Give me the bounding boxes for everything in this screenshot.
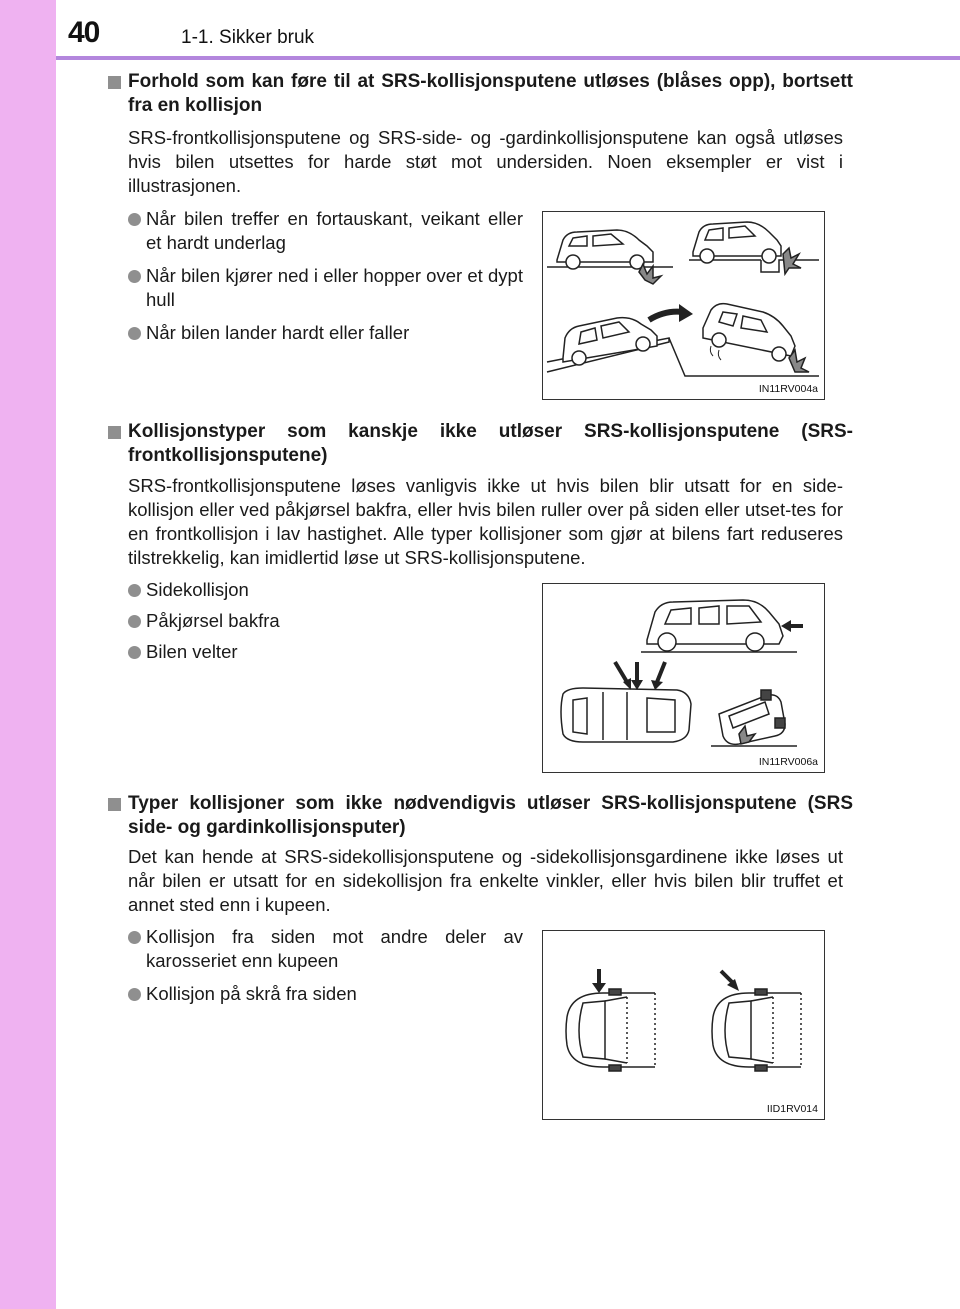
section-3-heading-text: Typer kollisjoner som ikke nødvendigvis utløser SRS-kollisjonsputene (SRS side- og gardinkollisjonsputer) — [128, 793, 853, 838]
round-bullet-icon — [128, 584, 141, 597]
list-item — [128, 578, 523, 602]
section-1-heading — [108, 70, 853, 118]
round-bullet-icon — [128, 327, 141, 340]
bullet-text: Når bilen treffer en fortauskant, veikant eller et hardt underlag — [146, 208, 523, 253]
side-tab-strip — [0, 0, 56, 1309]
round-bullet-icon — [128, 931, 141, 944]
round-bullet-icon — [128, 988, 141, 1001]
illustration-side-rear-rollover — [542, 583, 825, 773]
list-item — [128, 264, 523, 312]
round-bullet-icon — [128, 646, 141, 659]
side-collision-illustration — [543, 931, 824, 1119]
section-1-heading-text: Forhold som kan føre til at SRS-kollisjonsputene utløses (blåses opp), bortsett fra en kollisjon — [128, 71, 853, 116]
illustration-hard-impact-underside — [542, 211, 825, 400]
round-bullet-icon — [128, 270, 141, 283]
section-1-paragraph: SRS-frontkollisjonsputene og SRS-side- og -gardinkollisjonsputene kan også utløses hvis bilen utsettes for harde støt mot undersiden. Noen eksempler er vist i illustrasjonen. — [128, 127, 843, 196]
header-divider — [56, 56, 960, 60]
section-3-heading — [108, 792, 853, 840]
list-item — [128, 640, 523, 664]
list-item — [128, 982, 523, 1006]
list-item — [128, 925, 523, 973]
section-2-paragraph: SRS-frontkollisjonsputene løses vanligvis ikke ut hvis bilen blir utsatt for en side-kollisjon eller ved påkjørsel bakfra, eller hvis bilen ruller over på siden eller utset-tes for en frontkollisjon i lav hastighet. Alle typer kollisjoner som gjør at bilens fart reduseres tilstrekkelig, kan imidlertid løse ut SRS-kollisjonsputene. — [128, 475, 843, 568]
bullet-text: Bilen velter — [146, 641, 238, 662]
square-bullet-icon — [108, 798, 121, 811]
page-number: 40 — [68, 16, 100, 49]
section-3-bullet-list — [128, 925, 523, 1006]
round-bullet-icon — [128, 213, 141, 226]
list-item — [128, 207, 523, 255]
figure-code: IN11RV004a — [758, 383, 818, 395]
section-2-bullet-list — [128, 578, 523, 664]
section-title: 1-1. Sikker bruk — [181, 27, 315, 48]
bullet-text: Når bilen kjører ned i eller hopper over et dypt hull — [146, 265, 523, 310]
bullet-text: Sidekollisjon — [146, 579, 249, 600]
figure-code: IN11RV006a — [758, 756, 818, 768]
bullet-text: Kollisjon fra siden mot andre deler av karosseriet enn kupeen — [146, 926, 523, 971]
list-item — [128, 609, 523, 633]
bullet-text: Kollisjon på skrå fra siden — [146, 983, 357, 1004]
section-1-bullet-list — [128, 207, 523, 345]
illustration-side-angle-collision — [542, 930, 825, 1120]
section-2-heading-text: Kollisjonstyper som kanskje ikke utløser SRS-kollisjonsputene (SRS-frontkollisjonsputene) — [128, 421, 853, 466]
square-bullet-icon — [108, 426, 121, 439]
square-bullet-icon — [108, 76, 121, 89]
list-item — [128, 321, 523, 345]
section-2-heading — [108, 420, 853, 468]
bullet-text: Når bilen lander hardt eller faller — [146, 322, 410, 343]
round-bullet-icon — [128, 615, 141, 628]
section-3-paragraph: Det kan hende at SRS-sidekollisjonsputene og -sidekollisjonsgardinene ikke løses ut når bilen er utsatt for en sidekollisjon fra enkelte vinkler, eller hvis bilen blir truffet et annet sted enn i kupeen. — [128, 846, 843, 915]
bullet-text: Påkjørsel bakfra — [146, 610, 280, 631]
collision-types-illustration — [543, 584, 824, 772]
car-impact-illustration — [543, 212, 824, 399]
figure-code: IID1RV014 — [766, 1103, 818, 1115]
